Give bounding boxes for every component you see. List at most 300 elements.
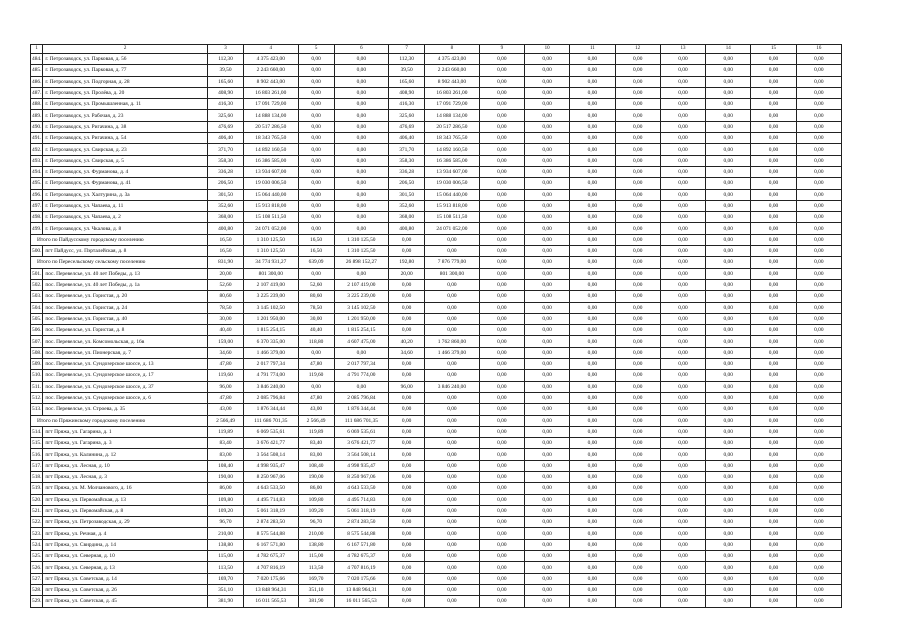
table-cell: 0,00 — [570, 257, 615, 268]
table-cell: 0,00 — [751, 449, 796, 460]
table-cell: 8 250 967,06 — [244, 471, 299, 482]
table-cell: 0,00 — [615, 505, 660, 516]
table-cell: 0,00 — [796, 404, 841, 415]
table-cell: 0,00 — [570, 381, 615, 392]
table-cell: 0,00 — [334, 381, 389, 392]
table-cell: 0,00 — [524, 76, 569, 87]
table-cell: 0,00 — [706, 381, 751, 392]
address-cell: пос. Перевелсье, ул. Сундозерское шоссе, д. 37 — [43, 381, 208, 392]
address-cell: пгт Пряжа, ул. Советская, д. 45 — [43, 596, 208, 607]
address-cell: пгт Пряжа, ул. Советская, д. 26 — [43, 584, 208, 595]
table-cell: 0,00 — [660, 460, 705, 471]
table-cell: 0,00 — [660, 370, 705, 381]
table-cell: 0,00 — [389, 234, 425, 245]
table-cell: 47,80 — [298, 392, 334, 403]
address-cell: пос. Перевелсье, ул. Гористая, д. 40 — [43, 313, 208, 324]
table-cell: 0,00 — [796, 381, 841, 392]
table-cell: 0,00 — [615, 76, 660, 87]
table-cell: 0,00 — [524, 121, 569, 132]
table-cell: 0,00 — [479, 99, 524, 110]
row-number: 484. — [31, 54, 43, 65]
address-cell: г. Петрозаводск, ул. Подгорная, д. 28 — [43, 76, 208, 87]
row-number: 495. — [31, 178, 43, 189]
table-cell: 169,70 — [208, 573, 244, 584]
table-cell: 39,50 — [208, 65, 244, 76]
table-cell: 0,00 — [615, 426, 660, 437]
address-cell: пос. Перевелсье, ул. Гористая, д. 24 — [43, 302, 208, 313]
table-cell: 0,00 — [479, 268, 524, 279]
row-number: 511. — [31, 381, 43, 392]
subtotal-label: Итого по Пересельскому сельскому поселению — [31, 257, 208, 268]
address-cell: пос. Перевелсье, ул. Строева, д. 35 — [43, 404, 208, 415]
table-cell: 6 370 335,00 — [244, 336, 299, 347]
table-cell: 301,50 — [208, 189, 244, 200]
address-cell: г. Петрозаводск, ул. Свирская, д. 5 — [43, 155, 208, 166]
table-cell: 0,00 — [425, 370, 480, 381]
table-cell: 0,00 — [706, 551, 751, 562]
table-cell: 0,00 — [389, 551, 425, 562]
address-cell: г. Петрозаводск, ул. Свирская, д. 23 — [43, 144, 208, 155]
row-number: 529. — [31, 596, 43, 607]
header-cell: 3 — [208, 45, 244, 54]
row-number: 486. — [31, 76, 43, 87]
header-cell: 5 — [298, 45, 334, 54]
table-cell: 0,00 — [389, 279, 425, 290]
table-cell: 0,00 — [570, 212, 615, 223]
table-cell: 0,00 — [660, 178, 705, 189]
table-cell: 0,00 — [570, 336, 615, 347]
table-cell: 0,00 — [706, 189, 751, 200]
table-cell: 0,00 — [524, 528, 569, 539]
subtotal-row — [31, 415, 842, 426]
table-cell: 0,00 — [570, 110, 615, 121]
row-number: 526. — [31, 562, 43, 573]
table-row — [31, 178, 842, 189]
table-cell: 0,00 — [706, 325, 751, 336]
table-cell: 13 934 607,00 — [244, 166, 299, 177]
table-cell: 0,00 — [570, 223, 615, 234]
table-cell: 0,00 — [389, 471, 425, 482]
table-cell: 0,00 — [751, 370, 796, 381]
address-cell: пос. Перевелсье, ул. Сундозерское шоссе, д. 13 — [43, 359, 208, 370]
table-cell: 0,00 — [570, 325, 615, 336]
table-cell: 0,00 — [660, 313, 705, 324]
row-number: 485. — [31, 65, 43, 76]
table-cell: 0,00 — [660, 54, 705, 65]
address-cell: г. Петрозаводск, ул. Пролёва, д. 20 — [43, 87, 208, 98]
table-row — [31, 404, 842, 415]
table-cell: 0,00 — [479, 166, 524, 177]
table-cell: 0,00 — [751, 257, 796, 268]
table-cell: 0,00 — [615, 302, 660, 313]
table-cell: 0,00 — [479, 426, 524, 437]
table-cell: 0,00 — [796, 133, 841, 144]
table-cell: 0,00 — [615, 212, 660, 223]
address-cell: г. Петрозаводск, ул. Халтурина, д. 3а — [43, 189, 208, 200]
table-cell: 0,00 — [751, 359, 796, 370]
address-cell: г. Петрозаводск, ул. Фурманова, д. 4 — [43, 166, 208, 177]
table-cell: 0,00 — [425, 415, 480, 426]
table-cell: 0,00 — [570, 302, 615, 313]
table-cell: 112,30 — [208, 54, 244, 65]
table-cell: 78,50 — [298, 302, 334, 313]
table-cell: 8 902 443,00 — [244, 76, 299, 87]
table-cell: 1 815 254,15 — [244, 325, 299, 336]
table-cell: 40,40 — [208, 325, 244, 336]
table-cell: 0,00 — [796, 505, 841, 516]
table-cell: 109,20 — [208, 505, 244, 516]
table-cell: 0,00 — [425, 325, 480, 336]
table-cell: 0,00 — [796, 359, 841, 370]
table-cell: 0,00 — [524, 381, 569, 392]
table-cell: 0,00 — [479, 596, 524, 607]
table-cell: 0,00 — [389, 370, 425, 381]
table-cell: 0,00 — [660, 325, 705, 336]
table-cell: 0,00 — [389, 483, 425, 494]
table-cell: 0,00 — [751, 279, 796, 290]
table-cell: 0,00 — [524, 325, 569, 336]
table-cell: 0,00 — [615, 268, 660, 279]
table-row — [31, 483, 842, 494]
table-cell: 0,00 — [389, 449, 425, 460]
table-cell: 190,00 — [298, 471, 334, 482]
row-number: 523. — [31, 528, 43, 539]
table-cell: 0,00 — [751, 325, 796, 336]
table-cell: 0,00 — [479, 257, 524, 268]
row-number: 525. — [31, 551, 43, 562]
table-cell: 0,00 — [615, 257, 660, 268]
table-row — [31, 212, 842, 223]
table-cell: 15 064 440,00 — [425, 189, 480, 200]
table-cell: 0,00 — [615, 87, 660, 98]
table-cell: 0,00 — [479, 539, 524, 550]
table-cell: 0,00 — [796, 471, 841, 482]
table-cell: 115,00 — [208, 551, 244, 562]
table-cell: 34,60 — [208, 347, 244, 358]
table-row — [31, 279, 842, 290]
table-cell: 0,00 — [425, 505, 480, 516]
table-cell: 0,00 — [660, 584, 705, 595]
table-cell: 416,30 — [389, 99, 425, 110]
table-cell: 0,00 — [479, 313, 524, 324]
table-cell: 0,00 — [660, 121, 705, 132]
table-cell: 0,00 — [796, 596, 841, 607]
table-cell: 0,00 — [706, 370, 751, 381]
table-cell: 192,80 — [389, 257, 425, 268]
table-cell: 0,00 — [479, 460, 524, 471]
table-cell: 18 343 765,50 — [425, 133, 480, 144]
table-row — [31, 539, 842, 550]
table-cell: 0,00 — [615, 155, 660, 166]
table-cell: 0,00 — [796, 291, 841, 302]
table-cell: 801 300,00 — [244, 268, 299, 279]
table-cell: 0,00 — [425, 494, 480, 505]
table-cell: 2 107 419,00 — [244, 279, 299, 290]
table-cell: 0,00 — [570, 268, 615, 279]
table-cell: 0,00 — [334, 200, 389, 211]
table-cell: 0,00 — [796, 65, 841, 76]
table-cell: 83,00 — [298, 449, 334, 460]
table-row — [31, 302, 842, 313]
table-cell: 0,00 — [796, 551, 841, 562]
table-row — [31, 99, 842, 110]
table-cell: 0,00 — [706, 291, 751, 302]
table-cell: 0,00 — [570, 505, 615, 516]
table-cell: 0,00 — [751, 551, 796, 562]
table-cell: 0,00 — [570, 483, 615, 494]
table-body — [31, 45, 842, 608]
table-cell: 0,00 — [796, 87, 841, 98]
table-cell: 0,00 — [570, 596, 615, 607]
table-cell: 0,00 — [751, 76, 796, 87]
table-cell: 0,00 — [479, 87, 524, 98]
table-cell: 0,00 — [425, 279, 480, 290]
address-cell: пос. Перевелсье, ул. Сундозерское шоссе, д. 6 — [43, 392, 208, 403]
table-cell: 0,00 — [615, 562, 660, 573]
table-cell: 15 108 511,50 — [244, 212, 299, 223]
table-cell: 0,00 — [425, 573, 480, 584]
table-cell: 0,00 — [479, 178, 524, 189]
address-cell: пос. Перевелсье, ул. Пионерская, д. 7 — [43, 347, 208, 358]
table-cell: 0,00 — [570, 359, 615, 370]
table-cell: 96,70 — [298, 517, 334, 528]
table-cell: 0,00 — [479, 483, 524, 494]
table-cell: 0,00 — [796, 121, 841, 132]
table-cell: 0,00 — [479, 528, 524, 539]
table-cell: 0,00 — [615, 291, 660, 302]
table-cell: 0,00 — [751, 460, 796, 471]
table-cell: 0,00 — [615, 494, 660, 505]
table-cell: 4 375 423,00 — [244, 54, 299, 65]
table-cell: 8 902 443,00 — [425, 76, 480, 87]
table-cell: 0,00 — [615, 438, 660, 449]
table-cell: 0,00 — [751, 144, 796, 155]
table-cell: 0,00 — [334, 212, 389, 223]
table-cell: 30,00 — [298, 313, 334, 324]
table-cell: 0,00 — [796, 200, 841, 211]
table-cell: 0,00 — [524, 313, 569, 324]
table-cell: 8 575 544,88 — [334, 528, 389, 539]
table-cell: 0,00 — [751, 189, 796, 200]
address-cell: г. Петрозаводск, ул. Чапаева, д. 11 — [43, 200, 208, 211]
table-cell: 0,00 — [796, 370, 841, 381]
table-cell: 0,00 — [298, 87, 334, 98]
table-cell: 0,00 — [524, 155, 569, 166]
row-number: 507. — [31, 336, 43, 347]
table-cell: 2 085 796,84 — [244, 392, 299, 403]
table-cell: 14 892 160,50 — [244, 144, 299, 155]
table-cell: 0,00 — [660, 144, 705, 155]
address-cell: пгт Пряжа, ул. Гагарина, д. 3 — [43, 438, 208, 449]
table-cell: 0,00 — [706, 212, 751, 223]
table-row — [31, 347, 842, 358]
table-cell: 0,00 — [751, 246, 796, 257]
table-cell: 0,00 — [425, 359, 480, 370]
table-cell: 0,00 — [796, 178, 841, 189]
table-cell: 4 998 935,47 — [244, 460, 299, 471]
table-cell: 352,60 — [208, 200, 244, 211]
table-cell: 0,00 — [479, 144, 524, 155]
table-cell: 0,00 — [570, 517, 615, 528]
table-row — [31, 528, 842, 539]
table-cell: 0,00 — [660, 471, 705, 482]
table-cell: 80,60 — [208, 291, 244, 302]
table-cell: 83,40 — [298, 438, 334, 449]
table-cell: 7 020 175,66 — [244, 573, 299, 584]
table-cell: 0,00 — [660, 505, 705, 516]
table-cell: 0,00 — [615, 200, 660, 211]
table-cell: 17 091 729,00 — [244, 99, 299, 110]
table-cell: 0,00 — [615, 110, 660, 121]
table-cell: 0,00 — [425, 483, 480, 494]
table-cell: 0,00 — [615, 460, 660, 471]
table-cell: 0,00 — [298, 381, 334, 392]
table-cell: 15 913 818,00 — [244, 200, 299, 211]
table-row — [31, 471, 842, 482]
table-row — [31, 584, 842, 595]
table-cell: 6 069 535,61 — [334, 426, 389, 437]
table-cell: 0,00 — [706, 415, 751, 426]
table-cell: 13 934 607,00 — [425, 166, 480, 177]
table-cell: 0,00 — [425, 471, 480, 482]
table-cell: 165,60 — [389, 76, 425, 87]
table-cell: 0,00 — [706, 223, 751, 234]
table-cell: 0,00 — [298, 223, 334, 234]
table-cell: 0,00 — [334, 144, 389, 155]
table-cell: 0,00 — [660, 234, 705, 245]
table-cell: 2 566,49 — [298, 415, 334, 426]
subtotal-row — [31, 257, 842, 268]
table-cell: 0,00 — [570, 460, 615, 471]
table-cell: 0,00 — [425, 539, 480, 550]
address-cell: пос. Перевелсье, ул. Сундозерское шоссе, д. 17 — [43, 370, 208, 381]
table-row — [31, 246, 842, 257]
table-row — [31, 189, 842, 200]
table-cell: 1 876 344,44 — [334, 404, 389, 415]
table-cell: 0,00 — [796, 539, 841, 550]
table-cell: 15 108 511,50 — [425, 212, 480, 223]
table-cell: 0,00 — [660, 99, 705, 110]
table-cell: 0,00 — [615, 573, 660, 584]
table-cell: 16,50 — [298, 246, 334, 257]
table-cell: 0,00 — [479, 302, 524, 313]
address-cell: г. Петрозаводск, ул. Промышленная, д. 11 — [43, 99, 208, 110]
table-cell: 34 774 931,27 — [244, 257, 299, 268]
table-cell: 19 030 006,50 — [425, 178, 480, 189]
table-cell: 111 686 701,35 — [244, 415, 299, 426]
table-cell: 408,90 — [389, 87, 425, 98]
table-cell: 86,00 — [208, 483, 244, 494]
table-row — [31, 110, 842, 121]
table-cell: 0,00 — [706, 449, 751, 460]
table-cell: 0,00 — [298, 121, 334, 132]
table-cell: 111 686 701,35 — [334, 415, 389, 426]
table-cell: 47,80 — [298, 359, 334, 370]
table-cell: 2 243 660,00 — [425, 65, 480, 76]
table-cell: 109,20 — [298, 505, 334, 516]
table-cell: 0,00 — [706, 257, 751, 268]
table-row — [31, 54, 842, 65]
table-cell: 0,00 — [298, 99, 334, 110]
table-cell: 0,00 — [751, 528, 796, 539]
table-cell: 0,00 — [524, 268, 569, 279]
table-cell: 0,00 — [660, 189, 705, 200]
table-cell: 0,00 — [706, 404, 751, 415]
table-cell: 3 225 239,00 — [334, 291, 389, 302]
address-cell: пгт Пряжа, ул. Лесная, д. 3 — [43, 471, 208, 482]
table-cell: 24 071 052,00 — [425, 223, 480, 234]
table-cell: 2 243 660,00 — [244, 65, 299, 76]
table-cell: 0,00 — [425, 438, 480, 449]
table-cell: 138,80 — [298, 539, 334, 550]
table-cell: 0,00 — [524, 336, 569, 347]
address-cell: пгт Пряжа, ул. Речная, д. 4 — [43, 528, 208, 539]
table-cell: 0,00 — [389, 246, 425, 257]
table-cell: 20,00 — [389, 268, 425, 279]
table-cell: 0,00 — [570, 415, 615, 426]
table-cell: 39,50 — [389, 65, 425, 76]
row-number: 496. — [31, 189, 43, 200]
table-cell: 0,00 — [796, 336, 841, 347]
table-cell: 0,00 — [660, 200, 705, 211]
table-cell: 0,00 — [660, 110, 705, 121]
table-cell: 371,70 — [208, 144, 244, 155]
table-cell: 0,00 — [570, 234, 615, 245]
table-cell: 0,00 — [615, 596, 660, 607]
address-cell: пгт Пряжа, ул. Калинина, д. 12 — [43, 449, 208, 460]
row-number: 491. — [31, 133, 43, 144]
table-cell: 2 874 283,50 — [244, 517, 299, 528]
address-cell: пос. Перевелсье, ул. Гористая, д. 8 — [43, 325, 208, 336]
address-cell: г. Петрозаводск, ул. Чкалова, д. 8 — [43, 223, 208, 234]
table-cell: 5 061 318,19 — [244, 505, 299, 516]
row-number: 512. — [31, 392, 43, 403]
table-cell: 0,00 — [706, 539, 751, 550]
table-cell: 0,00 — [751, 234, 796, 245]
table-cell: 801 300,00 — [425, 268, 480, 279]
table-cell: 0,00 — [796, 234, 841, 245]
header-cell: 7 — [389, 45, 425, 54]
table-cell: 0,00 — [660, 483, 705, 494]
table-cell: 0,00 — [425, 517, 480, 528]
table-cell: 0,00 — [298, 65, 334, 76]
table-cell: 0,00 — [389, 528, 425, 539]
table-row — [31, 325, 842, 336]
table-row — [31, 370, 842, 381]
table-cell: 109,80 — [208, 494, 244, 505]
table-cell: 0,00 — [796, 212, 841, 223]
table-cell: 0,00 — [615, 449, 660, 460]
table-cell: 0,00 — [524, 584, 569, 595]
address-cell: г. Петрозаводск, ул. Парковая, д. 77 — [43, 65, 208, 76]
table-cell: 0,00 — [796, 313, 841, 324]
table-cell: 16 011 565,53 — [244, 596, 299, 607]
table-cell: 4 643 533,50 — [244, 483, 299, 494]
table-cell: 0,00 — [524, 539, 569, 550]
table-cell: 400,80 — [389, 223, 425, 234]
header-cell: 10 — [524, 45, 569, 54]
table-cell: 0,00 — [425, 302, 480, 313]
table-cell: 0,00 — [524, 517, 569, 528]
table-cell: 0,00 — [615, 483, 660, 494]
table-cell: 0,00 — [298, 178, 334, 189]
row-number: 516. — [31, 449, 43, 460]
table-cell: 0,00 — [425, 449, 480, 460]
header-cell: 9 — [479, 45, 524, 54]
table-cell: 13 848 964,31 — [334, 584, 389, 595]
table-cell: 0,00 — [425, 291, 480, 302]
table-cell: 1 310 125,50 — [244, 234, 299, 245]
